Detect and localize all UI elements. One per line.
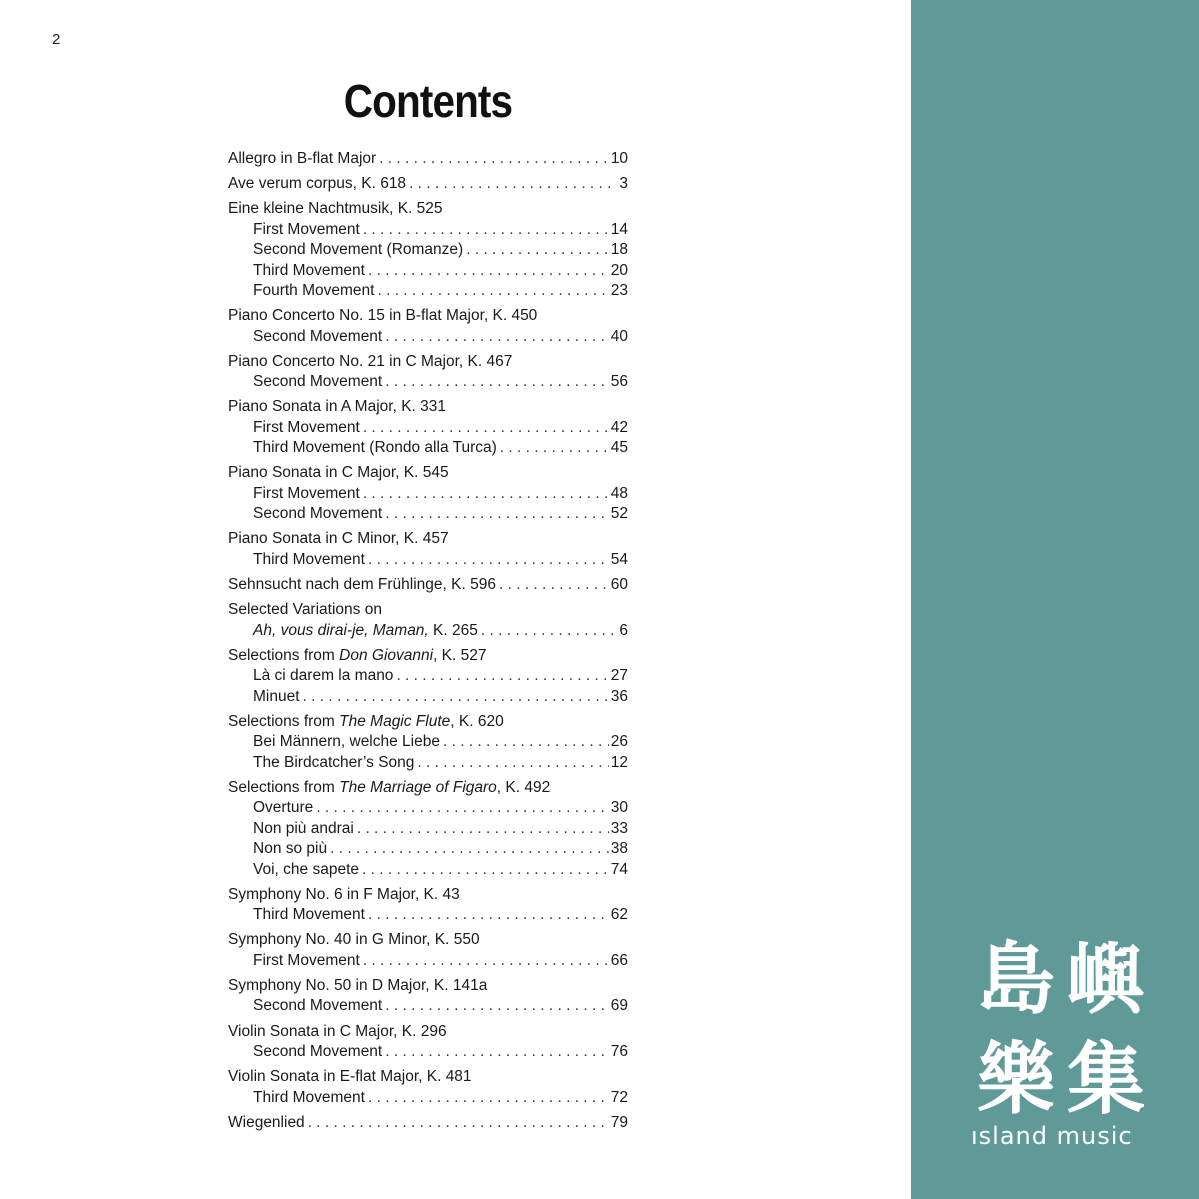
toc-entry-title: Second Movement [253,373,383,391]
toc-entry-title: Third Movement [253,906,365,924]
dot-leader [409,174,617,194]
toc-subentry [228,732,628,752]
toc-entry-title [228,712,504,732]
toc-entry-title: Wiegenlied [228,1113,305,1131]
toc-title-part: , K. 527 [433,646,487,664]
toc-page-number: 72 [610,1088,628,1106]
toc-entry [228,529,628,549]
toc-page-number: 52 [610,505,628,523]
toc-title-part: , K. 620 [450,712,504,730]
dot-leader [385,504,609,524]
toc-entry-title: Piano Concerto No. 21 in C Major, K. 467 [228,352,513,370]
toc-entry [228,712,628,732]
toc-subentry [228,418,628,438]
toc-subentry [228,666,628,686]
logo-char: 島 [976,935,1055,1025]
toc-entry-title: First Movement [253,484,360,502]
toc-entry-title: Eine kleine Nachtmusik, K. 525 [228,200,443,218]
toc-subentry [228,504,628,524]
toc-subentry [228,550,628,570]
toc-entry-title: First Movement [253,951,360,969]
toc-entry [228,575,628,595]
toc-entry-title: Symphony No. 40 in G Minor, K. 550 [228,931,480,949]
toc-entry-title: Second Movement [253,327,383,345]
toc-group [228,1113,628,1133]
toc-group [228,1022,628,1063]
dot-leader [316,798,608,818]
dot-leader [368,905,609,925]
toc-subentry [228,798,628,818]
dot-leader [396,666,608,686]
toc-entry-title [228,778,550,798]
toc-page-number: 74 [610,860,628,878]
toc-page-number: 3 [619,175,628,193]
toc-page-number: 66 [610,951,628,969]
toc-group [228,600,628,641]
toc-group [228,199,628,301]
dot-leader [466,240,609,260]
toc-page-number: 10 [610,150,628,167]
toc-page-number: 79 [610,1113,628,1131]
dot-leader [308,1113,609,1133]
toc-subentry [228,839,628,859]
toc-page-number: 12 [610,753,628,771]
toc-group [228,575,628,595]
toc-title-part: K. 265 [428,621,478,639]
dot-leader [499,575,609,595]
toc-entry [228,463,628,483]
toc-group [228,397,628,458]
toc-title-part: The Magic Flute [339,712,451,730]
logo-char: 樂 [976,1035,1055,1125]
toc-page-number: 38 [610,840,628,858]
toc-entry-title: Second Movement (Romanze) [253,241,464,259]
toc-entry-title: Piano Sonata in C Minor, K. 457 [228,530,449,548]
toc-entry [228,976,628,996]
logo-characters [971,930,1151,1130]
toc-page-number: 36 [610,687,628,705]
toc-title-part: Ah, vous dirai-je, Maman, [253,621,429,639]
dot-leader [385,996,609,1016]
toc-entry-title: First Movement [253,220,360,238]
toc-entry-title: Non so più [253,840,328,858]
toc-entry-title: Third Movement (Rondo alla Turca) [253,439,497,457]
toc-entry [228,397,628,417]
toc-subentry [228,261,628,281]
toc-title-part: Selections from [228,712,340,730]
toc-entry [228,306,628,326]
toc-group [228,646,628,707]
toc-page-number: 30 [610,799,628,817]
toc-subentry [228,281,628,301]
toc-title-part: Selections from [228,778,340,796]
toc-title-part: Selections from [228,646,340,664]
toc-entry-title: Là ci darem la mano [253,667,394,685]
toc-group [228,976,628,1017]
toc-subentry [228,687,628,707]
toc-group [228,1067,628,1108]
dot-leader [363,951,609,971]
toc-page-number: 48 [610,484,628,502]
toc-entry-title: Fourth Movement [253,282,375,300]
dot-leader [379,149,609,169]
toc-page-number: 26 [610,733,628,751]
dot-leader [368,261,609,281]
toc-page-number: 23 [610,282,628,300]
toc-entry-title: Symphony No. 50 in D Major, K. 141a [228,976,488,994]
toc-subentry [228,905,628,925]
page-title: Contents [343,75,513,127]
toc-page-number: 33 [610,819,628,837]
toc-group [228,529,628,570]
toc-subentry [228,996,628,1016]
toc-title-part: , K. 492 [496,778,551,796]
toc-entry-title [253,621,478,641]
toc-entry-title: Non più andrai [253,819,354,837]
dot-leader [385,327,609,347]
toc-entry [228,600,628,620]
toc-group [228,352,628,393]
toc-entry-title: Third Movement [253,550,365,568]
toc-subentry [228,1088,628,1108]
dot-leader [385,372,609,392]
logo-wordmark: ısland music [971,1122,1133,1150]
toc-subentry [228,372,628,392]
toc-group [228,712,628,773]
toc-entry-title: Piano Concerto No. 15 in B-flat Major, K. 450 [228,307,538,325]
toc-page-number: 45 [610,439,628,457]
toc-group [228,463,628,524]
toc-page-number: 6 [619,621,628,639]
toc-subentry [228,1042,628,1062]
dot-leader [363,418,609,438]
toc-subentry [228,621,628,641]
toc-entry-title: Selected Variations on [228,601,382,619]
toc-subentry [228,327,628,347]
toc-page-number: 62 [610,906,628,924]
toc-entry-title: Minuet [253,687,300,705]
toc-entry-title: Second Movement [253,1043,383,1060]
dot-leader [357,819,609,839]
dot-leader [363,220,609,240]
toc-entry [228,646,628,666]
toc-entry-title: Third Movement [253,261,365,279]
page-number: 2 [52,31,61,48]
toc-title-part: Don Giovanni [339,646,434,664]
dot-leader [385,1042,609,1062]
table-of-contents [228,149,628,1138]
toc-entry-title: Voi, che sapete [253,860,359,878]
toc-entry-title: Symphony No. 6 in F Major, K. 43 [228,885,460,903]
sidebar-panel [911,0,1199,1199]
toc-page-number: 20 [610,261,628,279]
dot-leader [363,484,609,504]
toc-entry-title: Piano Sonata in C Major, K. 545 [228,464,449,482]
toc-entry-title [228,646,487,666]
toc-entry-title: Violin Sonata in E-flat Major, K. 481 [228,1068,472,1086]
toc-subentry [228,484,628,504]
toc-entry-title: Bei Männern, welche Liebe [253,733,440,751]
toc-page-number: 60 [610,576,628,594]
toc-subentry [228,951,628,971]
toc-entry [228,930,628,950]
toc-entry-title: Allegro in B-flat Major [228,150,377,167]
toc-group [228,778,628,880]
island-music-logo [971,930,1151,1150]
dot-leader [368,550,609,570]
toc-entry [228,778,628,798]
toc-entry [228,1022,628,1042]
toc-entry-title: Ave verum corpus, K. 618 [228,175,407,193]
dot-leader [330,839,609,859]
toc-entry-title: Overture [253,799,314,817]
toc-entry [228,1067,628,1087]
toc-page-number: 14 [610,220,628,238]
toc-subentry [228,860,628,880]
toc-subentry [228,220,628,240]
toc-entry-title: Piano Sonata in A Major, K. 331 [228,398,447,416]
toc-group [228,149,628,169]
toc-subentry [228,438,628,458]
dot-leader [362,860,609,880]
dot-leader [417,753,608,773]
toc-group [228,306,628,347]
toc-group [228,174,628,194]
toc-page-number: 56 [610,373,628,391]
toc-subentry [228,819,628,839]
toc-entry [228,885,628,905]
toc-page-number: 42 [610,418,628,436]
toc-group [228,930,628,971]
dot-leader [443,732,609,752]
logo-char: 嶼 [1066,935,1145,1025]
toc-page-number: 40 [610,327,628,345]
toc-entry [228,174,628,194]
toc-page-number: 54 [610,550,628,568]
dot-leader [303,687,609,707]
toc-entry-title: The Birdcatcher’s Song [253,753,415,771]
toc-entry-title: Second Movement [253,997,383,1015]
toc-group [228,885,628,926]
toc-page-number: 76 [610,1043,628,1060]
toc-entry [228,199,628,219]
toc-page-number: 27 [610,667,628,685]
toc-entry [228,1113,628,1133]
dot-leader [368,1088,609,1108]
toc-entry-title: Third Movement [253,1088,365,1106]
toc-entry-title: First Movement [253,418,360,436]
toc-title-part: The Marriage of Figaro [339,778,497,796]
toc-page-number: 69 [610,997,628,1015]
dot-leader [481,621,618,641]
logo-char: 集 [1066,1035,1145,1125]
toc-entry [228,149,628,169]
toc-page-number: 18 [610,241,628,259]
toc-subentry [228,753,628,773]
toc-subentry [228,240,628,260]
toc-entry-title: Second Movement [253,505,383,523]
toc-entry [228,352,628,372]
dot-leader [377,281,608,301]
toc-entry-title: Sehnsucht nach dem Frühlinge, K. 596 [228,576,496,594]
dot-leader [500,438,609,458]
toc-entry-title: Violin Sonata in C Major, K. 296 [228,1022,447,1040]
